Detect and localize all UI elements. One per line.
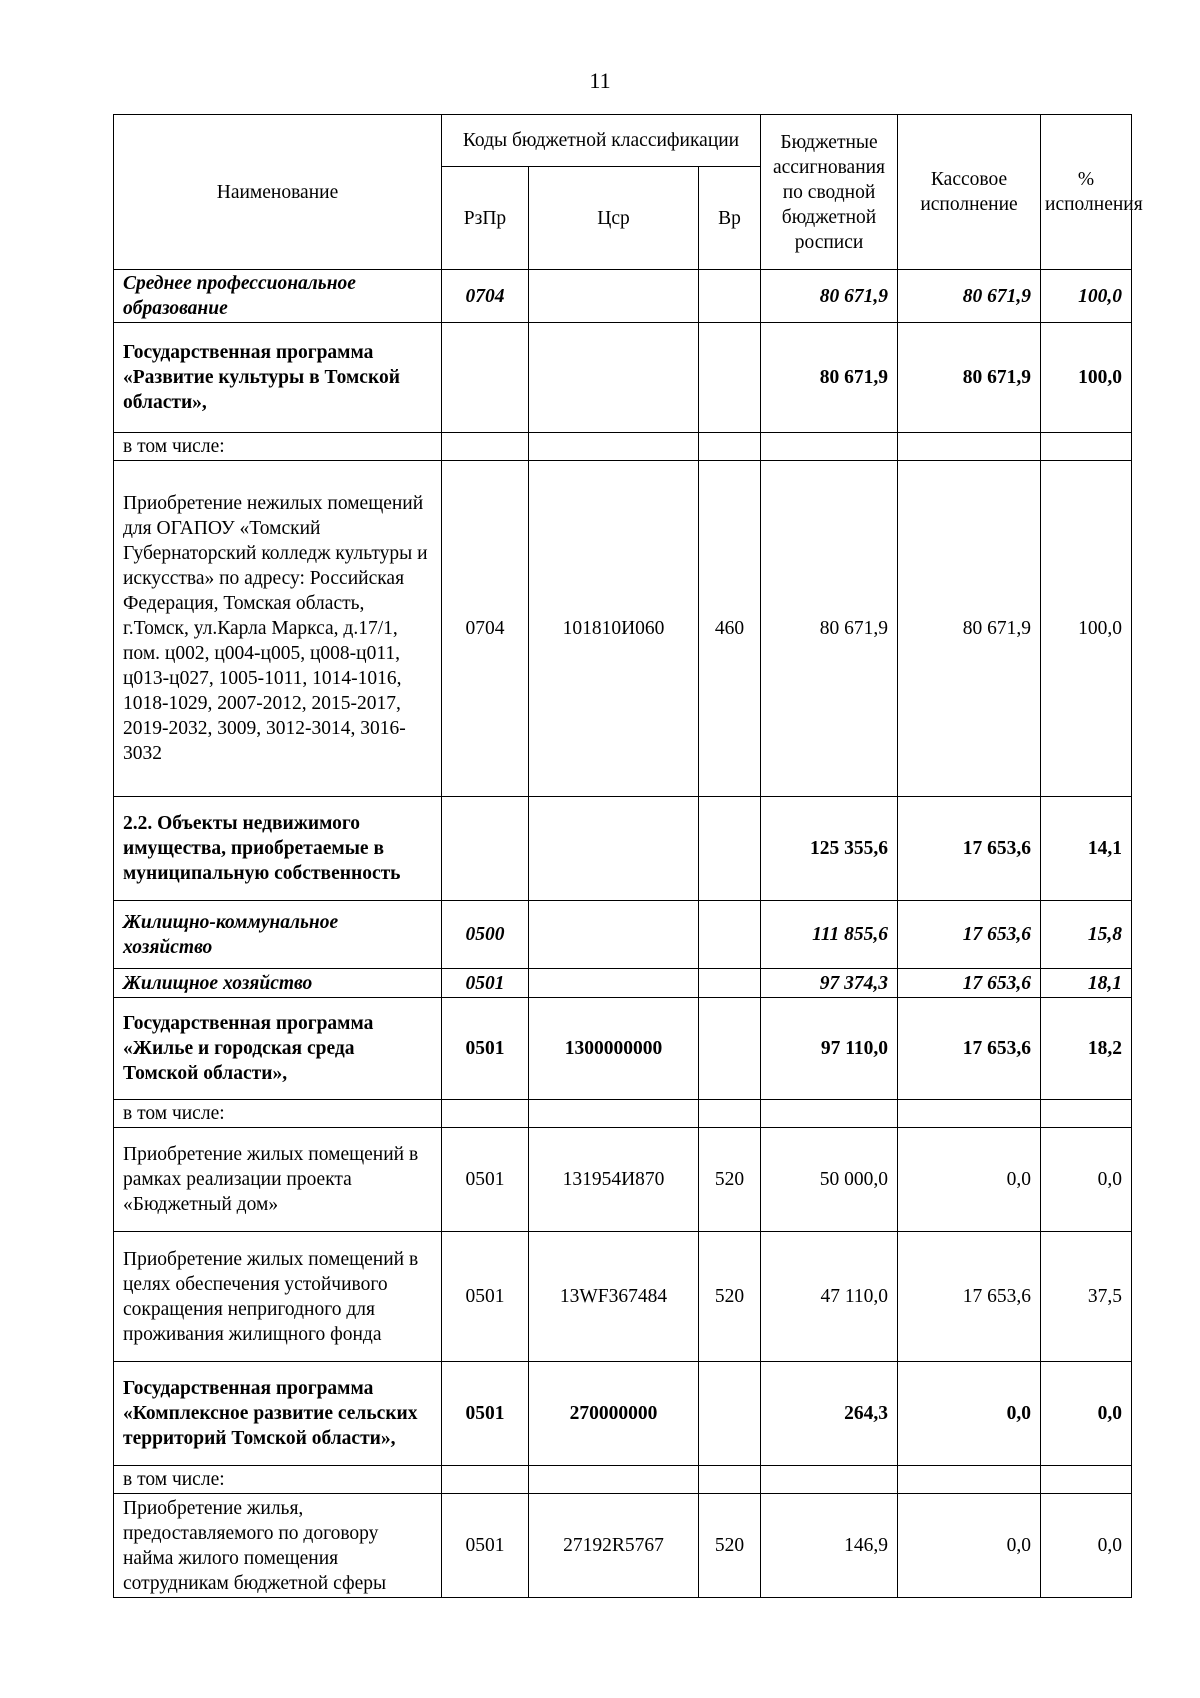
cell-assigned: 97 110,0 [761,998,898,1100]
cell-name: в том числе: [114,1466,442,1494]
cell-executed: 80 671,9 [898,461,1041,797]
cell-csr [529,433,699,461]
cell-assigned [761,433,898,461]
cell-rzpr: 0501 [442,1232,529,1362]
cell-rzpr: 0500 [442,901,529,969]
table-row [114,1362,1132,1466]
cell-executed [898,1466,1041,1494]
cell-assigned: 50 000,0 [761,1128,898,1232]
cell-csr [529,797,699,901]
cell-assigned: 125 355,6 [761,797,898,901]
cell-executed: 17 653,6 [898,901,1041,969]
cell-name: в том числе: [114,1100,442,1128]
cell-name: 2.2. Объекты недвижимого имущества, приобретаемые в муниципальную собственность [114,797,442,901]
cell-assigned: 80 671,9 [761,270,898,323]
cell-rzpr: 0501 [442,998,529,1100]
cell-name: Государственная программа «Жилье и городская среда Томской области», [114,998,442,1100]
table-row [114,969,1132,998]
cell-percent: 15,8 [1041,901,1132,969]
cell-executed: 80 671,9 [898,323,1041,433]
page-number: 11 [589,68,611,93]
cell-vr [699,969,761,998]
cell-csr [529,270,699,323]
cell-percent: 37,5 [1041,1232,1132,1362]
cell-executed: 17 653,6 [898,1232,1041,1362]
cell-name: Приобретение жилых помещений в целях обеспечения устойчивого сокращения непригодного для проживания жилищного фонда [114,1232,442,1362]
cell-executed: 0,0 [898,1128,1041,1232]
header-assigned: Бюджетные ассигнования по сводной бюджетной росписи [761,115,898,270]
cell-percent [1041,1100,1132,1128]
cell-csr: 101810И060 [529,461,699,797]
cell-assigned: 97 374,3 [761,969,898,998]
cell-rzpr [442,433,529,461]
cell-csr: 270000000 [529,1362,699,1466]
cell-vr [699,323,761,433]
header-executed: Кассовое исполнение [898,115,1041,270]
cell-name: Приобретение жилья, предоставляемого по договору найма жилого помещения сотрудникам бюджетной сферы [114,1494,442,1598]
cell-vr: 520 [699,1494,761,1598]
table-row [114,270,1132,323]
cell-assigned: 111 855,6 [761,901,898,969]
cell-vr: 460 [699,461,761,797]
table-row [114,797,1132,901]
cell-name: Приобретение жилых помещений в рамках реализации проекта «Бюджетный дом» [114,1128,442,1232]
cell-percent [1041,433,1132,461]
cell-percent: 100,0 [1041,461,1132,797]
cell-vr [699,1362,761,1466]
header-codes-group: Коды бюджетной классификации [442,115,761,167]
table-row [114,433,1132,461]
cell-csr: 27192R5767 [529,1494,699,1598]
header-percent: % исполнения [1041,115,1132,270]
cell-vr: 520 [699,1128,761,1232]
cell-percent: 100,0 [1041,323,1132,433]
cell-vr [699,270,761,323]
cell-rzpr [442,1466,529,1494]
cell-assigned: 264,3 [761,1362,898,1466]
cell-rzpr [442,797,529,901]
cell-rzpr [442,1100,529,1128]
cell-executed [898,1100,1041,1128]
cell-name: Жилищно-коммунальное хозяйство [114,901,442,969]
cell-rzpr [442,323,529,433]
cell-name: в том числе: [114,433,442,461]
table-row [114,1100,1132,1128]
cell-percent: 0,0 [1041,1494,1132,1598]
cell-csr: 131954И870 [529,1128,699,1232]
table-row [114,901,1132,969]
cell-vr [699,1100,761,1128]
cell-assigned [761,1100,898,1128]
cell-name: Государственная программа «Комплексное развитие сельских территорий Томской области», [114,1362,442,1466]
cell-csr [529,1100,699,1128]
cell-executed: 0,0 [898,1362,1041,1466]
table-row [114,998,1132,1100]
cell-name: Жилищное хозяйство [114,969,442,998]
cell-executed [898,433,1041,461]
table-row [114,1128,1132,1232]
cell-percent: 0,0 [1041,1128,1132,1232]
cell-percent: 18,2 [1041,998,1132,1100]
table-body [114,270,1132,1598]
header-csr: Цср [529,167,699,270]
cell-rzpr: 0501 [442,1128,529,1232]
cell-executed: 17 653,6 [898,969,1041,998]
cell-rzpr: 0704 [442,461,529,797]
cell-rzpr: 0501 [442,1494,529,1598]
cell-percent: 18,1 [1041,969,1132,998]
cell-name: Среднее профессиональное образование [114,270,442,323]
cell-name: Приобретение нежилых помещений для ОГАПОУ «Томский Губернаторский колледж культуры и искусства» по адресу: Российская Федерация, Томская область, г.Томск, ул.Карла Маркса, д.17/1, пом. ц002, ц004-ц005, ц008-ц011, ц013-ц027, 1005-1011, 1014-1016, 1018-1029, 2007-2012, 2015-2017, 2019-2032, 3009, 3012-3014, 3016-3032 [114,461,442,797]
table-row [114,323,1132,433]
cell-assigned: 80 671,9 [761,461,898,797]
cell-csr [529,323,699,433]
cell-assigned: 80 671,9 [761,323,898,433]
cell-csr [529,1466,699,1494]
cell-rzpr: 0704 [442,270,529,323]
cell-percent: 100,0 [1041,270,1132,323]
cell-rzpr: 0501 [442,969,529,998]
budget-table [113,114,1143,1598]
table-row [114,461,1132,797]
cell-vr [699,1466,761,1494]
cell-assigned: 146,9 [761,1494,898,1598]
cell-name: Государственная программа «Развитие культуры в Томской области», [114,323,442,433]
cell-percent: 14,1 [1041,797,1132,901]
cell-executed: 17 653,6 [898,797,1041,901]
cell-csr [529,969,699,998]
cell-percent [1041,1466,1132,1494]
cell-csr [529,901,699,969]
cell-vr [699,797,761,901]
cell-executed: 0,0 [898,1494,1041,1598]
header-rzpr: РзПр [442,167,529,270]
cell-assigned [761,1466,898,1494]
cell-executed: 80 671,9 [898,270,1041,323]
table-row [114,1232,1132,1362]
cell-vr: 520 [699,1232,761,1362]
table-row [114,1466,1132,1494]
header-name: Наименование [114,115,442,270]
header-vr: Вр [699,167,761,270]
cell-percent: 0,0 [1041,1362,1132,1466]
cell-vr [699,998,761,1100]
cell-vr [699,433,761,461]
cell-assigned: 47 110,0 [761,1232,898,1362]
cell-executed: 17 653,6 [898,998,1041,1100]
cell-csr: 13WF367484 [529,1232,699,1362]
cell-vr [699,901,761,969]
table-row [114,1494,1132,1598]
cell-rzpr: 0501 [442,1362,529,1466]
cell-csr: 1300000000 [529,998,699,1100]
